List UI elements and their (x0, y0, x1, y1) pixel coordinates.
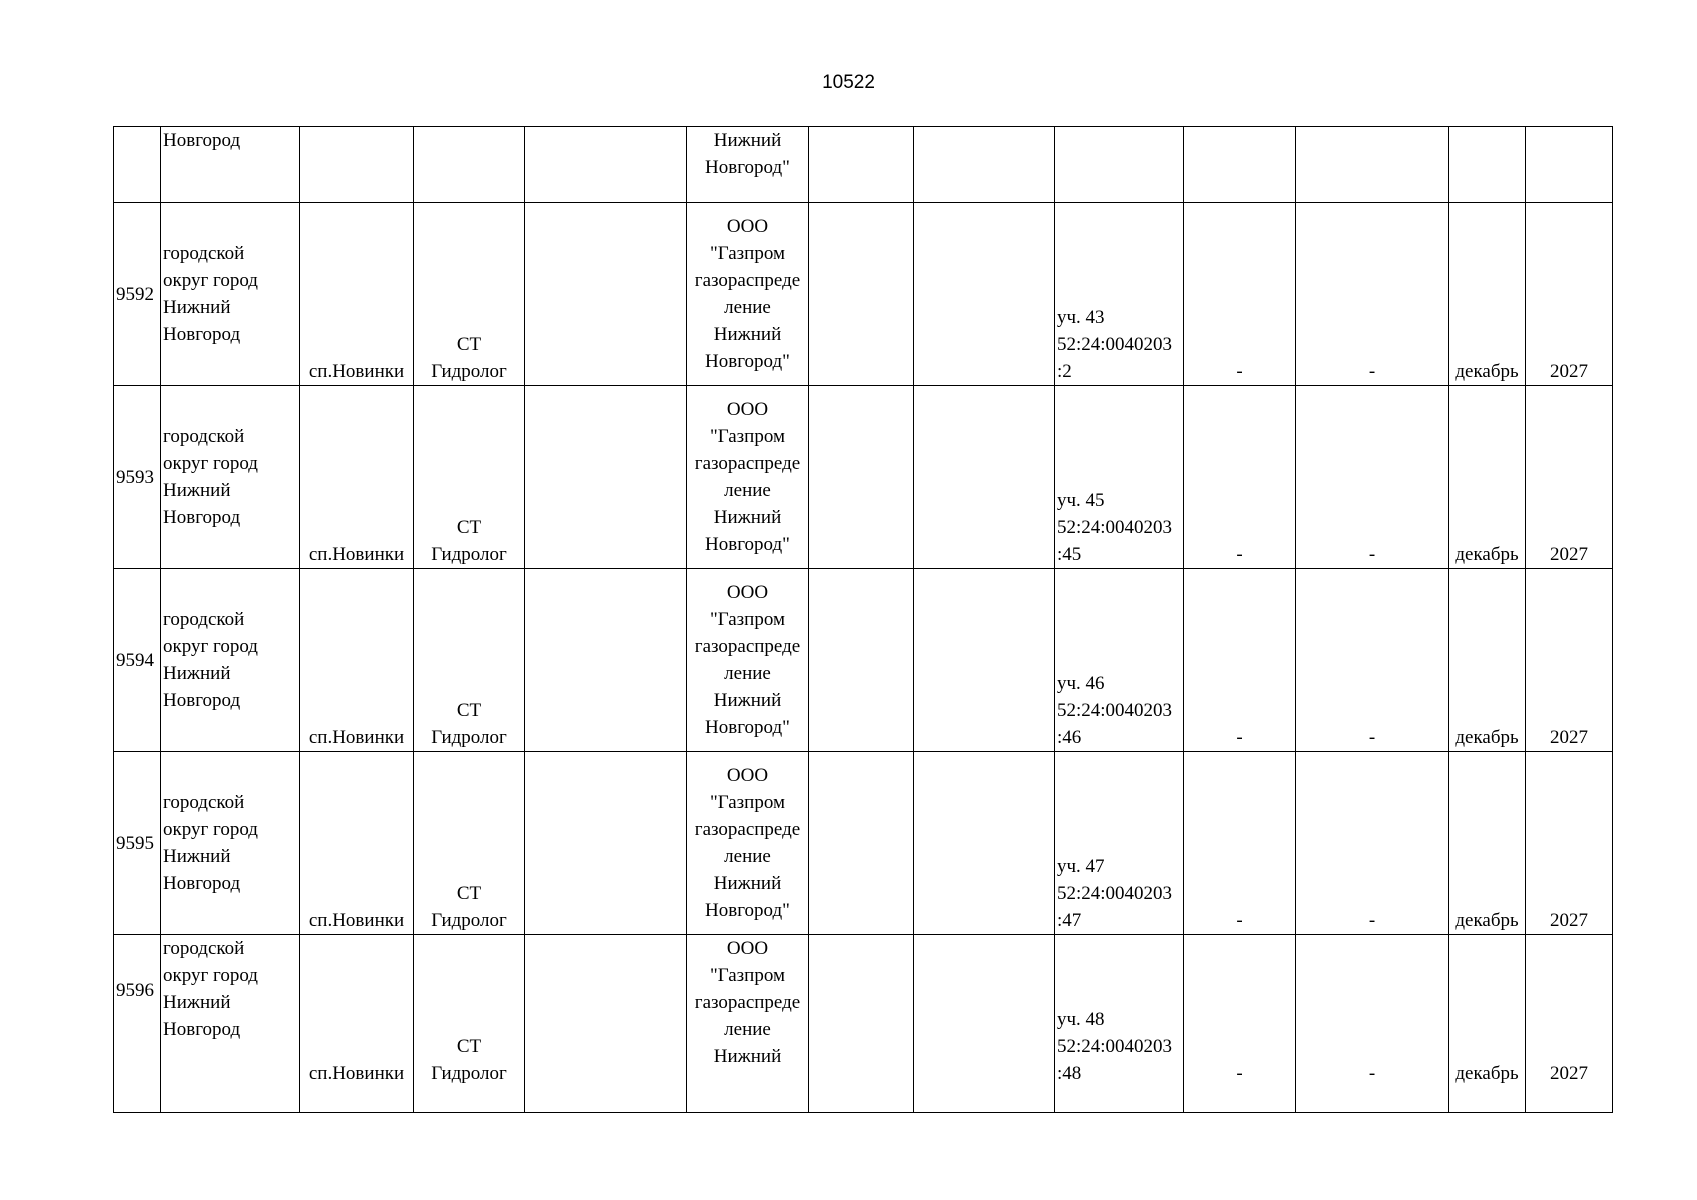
cell-year: 2027 (1526, 203, 1613, 386)
cell-organization: ООО "Газпром газораспреде ление Нижний Новгород" (687, 386, 809, 569)
cell-place: сп.Новинки (300, 752, 414, 935)
cell-district: городской округ город Нижний Новгород (161, 569, 300, 752)
cell-empty (525, 203, 687, 386)
cell-year: 2027 (1526, 752, 1613, 935)
cell-place: сп.Новинки (300, 569, 414, 752)
cell-empty (914, 203, 1055, 386)
cell-empty (914, 935, 1055, 1113)
cell-district: городской округ город Нижний Новгород (161, 935, 300, 1113)
cell-organization: ООО "Газпром газораспреде ление Нижний Новгород" (687, 569, 809, 752)
table-row-continued (114, 127, 1613, 203)
cell-district: городской округ город Нижний Новгород (161, 752, 300, 935)
cell-place: сп.Новинки (300, 386, 414, 569)
cell-empty (809, 752, 914, 935)
cell-empty (914, 569, 1055, 752)
cell-district: городской округ город Нижний Новгород (161, 203, 300, 386)
page-number: 10522 (822, 72, 875, 93)
cell-object: СТ Гидролог (414, 752, 525, 935)
cell-empty (525, 386, 687, 569)
cell-month: декабрь (1449, 569, 1526, 752)
cell-empty (809, 386, 914, 569)
cell-plot: уч. 45 52:24:0040203 :45 (1055, 386, 1184, 569)
cell-plot: уч. 47 52:24:0040203 :47 (1055, 752, 1184, 935)
cell-empty (525, 752, 687, 935)
cell-dash: - (1296, 752, 1449, 935)
cell-organization: ООО "Газпром газораспреде ление Нижний (687, 935, 809, 1113)
cell-month: декабрь (1449, 935, 1526, 1113)
cell-plot: уч. 48 52:24:0040203 :48 (1055, 935, 1184, 1113)
cell-empty (809, 569, 914, 752)
table-row (114, 935, 1613, 1113)
cell-empty (809, 203, 914, 386)
cell-empty (809, 935, 914, 1113)
cell-place: сп.Новинки (300, 935, 414, 1113)
cell-number: 9596 (114, 935, 161, 1113)
cell-dash: - (1184, 569, 1296, 752)
cell-plot: уч. 46 52:24:0040203 :46 (1055, 569, 1184, 752)
cell-empty (914, 752, 1055, 935)
table-row (114, 752, 1613, 935)
cell-month: декабрь (1449, 386, 1526, 569)
table-row (114, 569, 1613, 752)
cell-number: 9594 (114, 569, 161, 752)
cell-empty (525, 935, 687, 1113)
cell-place (300, 127, 414, 203)
cell-year: 2027 (1526, 386, 1613, 569)
cell-dash: - (1184, 935, 1296, 1113)
cell-dash: - (1296, 203, 1449, 386)
cell-dash: - (1296, 569, 1449, 752)
cell-number (114, 127, 161, 203)
cell-plot (1055, 127, 1184, 203)
cell-district: городской округ город Нижний Новгород (161, 386, 300, 569)
cell-district: Новгород (161, 127, 300, 203)
cell-dash: - (1184, 752, 1296, 935)
table-row (114, 386, 1613, 569)
cell-object (414, 127, 525, 203)
cell-dash (1184, 127, 1296, 203)
cell-dash: - (1296, 386, 1449, 569)
cell-object: СТ Гидролог (414, 203, 525, 386)
cell-empty (809, 127, 914, 203)
cell-object: СТ Гидролог (414, 386, 525, 569)
cell-number: 9592 (114, 203, 161, 386)
cell-dash (1296, 127, 1449, 203)
cell-month (1449, 127, 1526, 203)
cell-empty (525, 127, 687, 203)
cell-empty (525, 569, 687, 752)
cell-object: СТ Гидролог (414, 935, 525, 1113)
cell-year: 2027 (1526, 569, 1613, 752)
cell-year (1526, 127, 1613, 203)
cell-month: декабрь (1449, 752, 1526, 935)
cell-month: декабрь (1449, 203, 1526, 386)
cell-dash: - (1184, 386, 1296, 569)
cell-dash: - (1296, 935, 1449, 1113)
cell-object: СТ Гидролог (414, 569, 525, 752)
cell-organization: ООО "Газпром газораспреде ление Нижний Новгород" (687, 203, 809, 386)
cell-dash: - (1184, 203, 1296, 386)
table-row (114, 203, 1613, 386)
cell-organization: ООО "Газпром газораспреде ление Нижний Новгород" (687, 752, 809, 935)
cell-number: 9595 (114, 752, 161, 935)
cell-empty (914, 386, 1055, 569)
cell-plot: уч. 43 52:24:0040203 :2 (1055, 203, 1184, 386)
cell-organization: Нижний Новгород" (687, 127, 809, 203)
gasification-schedule-table (113, 126, 1613, 1113)
cell-place: сп.Новинки (300, 203, 414, 386)
cell-empty (914, 127, 1055, 203)
cell-year: 2027 (1526, 935, 1613, 1113)
cell-number: 9593 (114, 386, 161, 569)
